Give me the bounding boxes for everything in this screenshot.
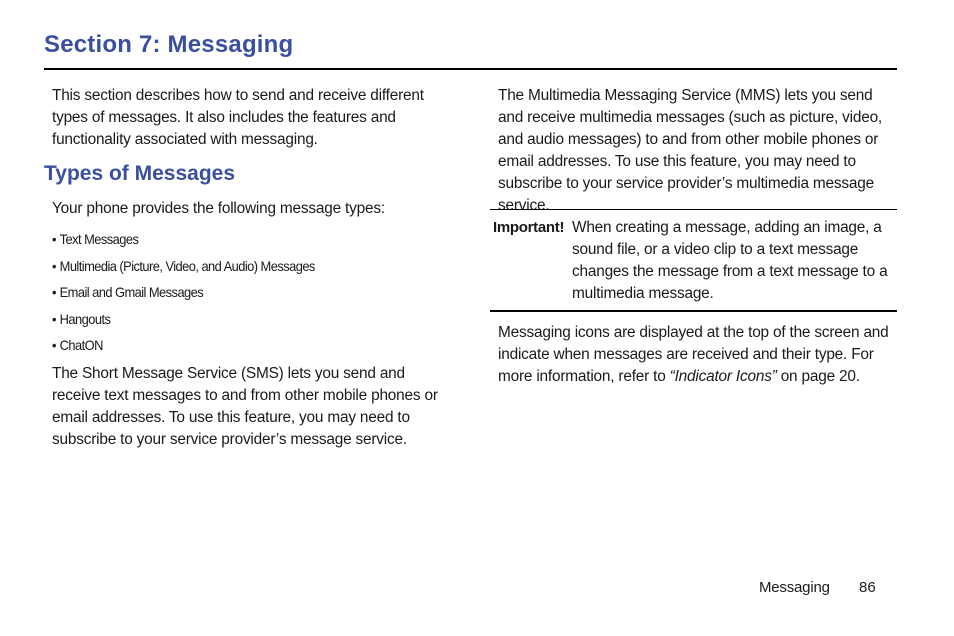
- page-number: 86: [859, 579, 876, 596]
- list-item-label: Text Messages: [59, 231, 139, 247]
- list-item: [52, 253, 315, 280]
- list-item: [52, 226, 315, 253]
- message-types-list: [52, 226, 338, 359]
- section-title: Section 7: Messaging: [44, 31, 294, 58]
- list-item: [52, 306, 315, 333]
- bullet-icon: •: [52, 231, 56, 247]
- intro-paragraph: This section describes how to send and receive different types of messages. It also includes the features and functionality associated with messaging.: [52, 87, 424, 148]
- icons-paragraph-text: Messaging icons are displayed at the top of the screen and indicate when messages are received and their type. For more information, refer to: [498, 324, 889, 385]
- types-heading: Types of Messages: [44, 162, 236, 185]
- bullet-icon: •: [52, 284, 56, 300]
- footer-section-label: Messaging: [759, 579, 830, 596]
- mms-paragraph: The Multimedia Messaging Service (MMS) lets you send and receive multimedia messages (such as picture, video, and audio messages) to and from other mobile phones or email addresses. To use this feature, you may need to subscribe to your service provider’s multimedia message service.: [498, 87, 883, 214]
- sms-paragraph: The Short Message Service (SMS) lets you send and receive text messages to and from other mobile phones or email addresses. To use this feature, you may need to subscribe to your service provider’s message service.: [52, 365, 438, 448]
- list-item: [52, 332, 315, 359]
- indicator-icons-link[interactable]: “Indicator Icons”: [669, 368, 777, 385]
- icons-paragraph: [498, 322, 898, 388]
- important-text: When creating a message, adding an image, a sound file, or a video clip to a text message changes the message from a text message to a multimedia message.: [572, 219, 888, 302]
- list-item-label: ChatON: [59, 337, 103, 353]
- list-item-label: Hangouts: [59, 310, 111, 327]
- important-label: Important!: [493, 219, 565, 236]
- icons-paragraph-page-ref: on page 20.: [776, 368, 860, 385]
- title-divider: [44, 68, 897, 70]
- list-item-label: Multimedia (Picture, Video, and Audio) Messages: [59, 257, 315, 274]
- list-item-label: Email and Gmail Messages: [59, 284, 204, 300]
- bullet-icon: •: [52, 257, 56, 274]
- bullet-icon: •: [52, 337, 56, 353]
- important-note: [490, 209, 897, 312]
- bullet-icon: •: [52, 310, 56, 327]
- types-intro: Your phone provides the following message types:: [52, 200, 385, 217]
- list-item: [52, 279, 315, 306]
